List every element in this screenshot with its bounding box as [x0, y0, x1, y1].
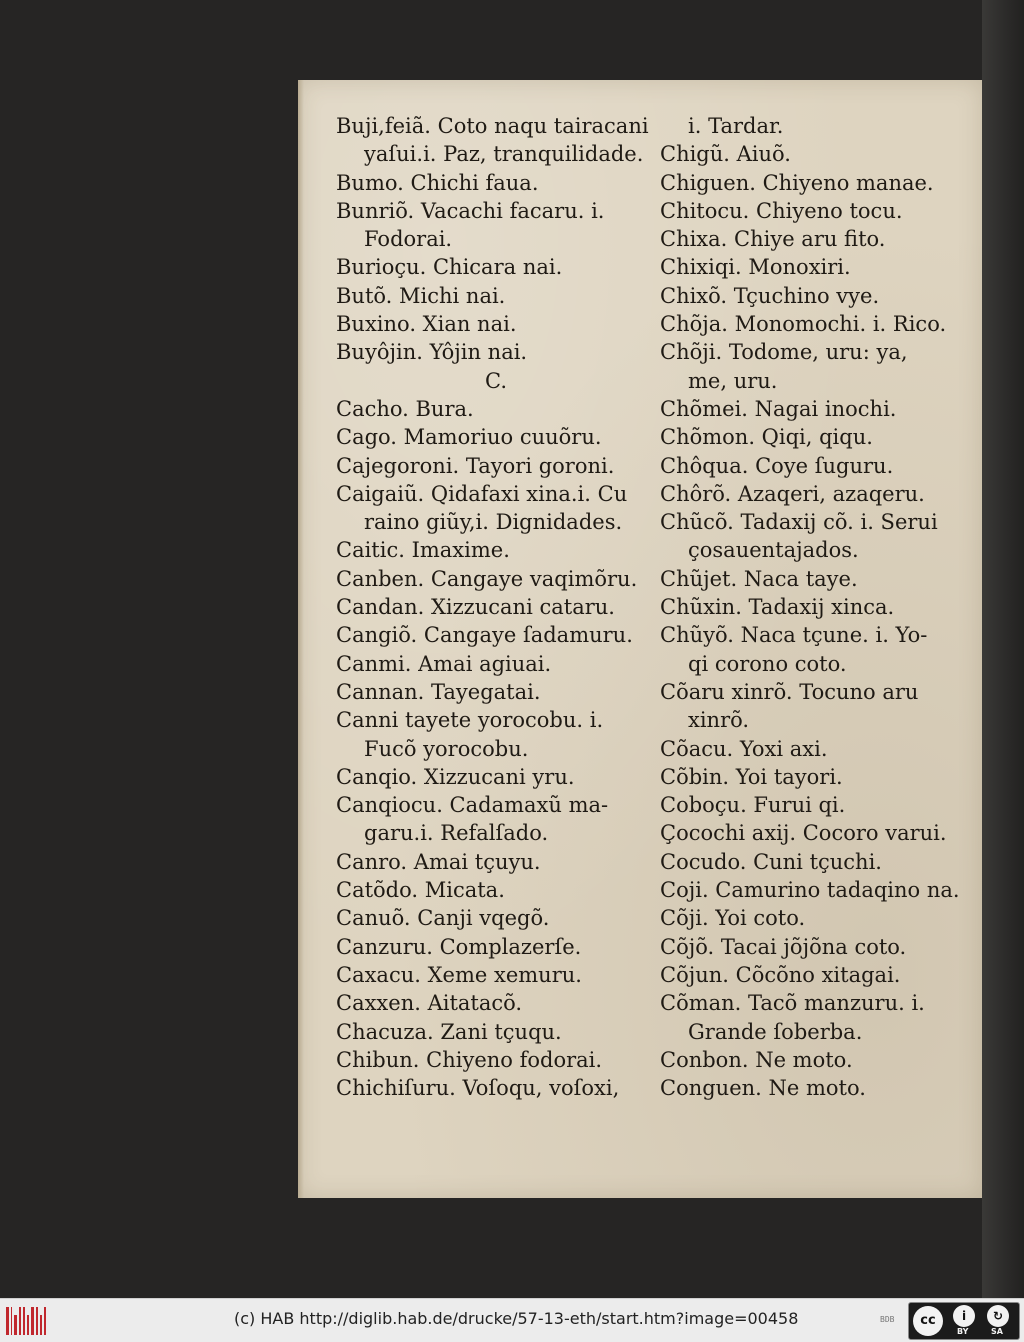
entry-line: Chixiqi. Monoxiri.: [660, 255, 851, 280]
entry-line: Caigaiũ. Qidafaxi xina.i. Cu: [336, 481, 628, 506]
entry-line: çosauentajados.: [688, 538, 859, 563]
entry-line: Canro. Amai tçuyu.: [336, 849, 541, 874]
entry-line: garu.i. Refalſado.: [364, 821, 549, 846]
entry-line: raino giũy,i. Dignidades.: [364, 510, 623, 535]
entry-line: Chũcõ. Tadaxij cõ. i. Serui: [660, 510, 938, 535]
entry-line: Chõmei. Nagai inochi.: [660, 396, 897, 421]
entry-line: Bumo. Chichi faua.: [336, 170, 539, 195]
entry-line: Chacuza. Zani tçuqu.: [336, 1019, 562, 1044]
entry-line: Caxxen. Aitatacõ.: [336, 991, 523, 1016]
entry-line: Chitocu. Chiyeno tocu.: [660, 198, 903, 223]
entry-line: Chixa. Chiye aru fito.: [660, 227, 886, 252]
entry-line: Chõji. Todome, uru: ya,: [660, 340, 908, 365]
entry-line: Chiguen. Chiyeno manae.: [660, 170, 934, 195]
entry-line: Coji. Camurino tadaqino na.: [660, 878, 960, 903]
entry-line: Chõja. Monomochi. i. Rico.: [660, 312, 947, 337]
entry-line: Catõdo. Micata.: [336, 878, 505, 903]
entry-line: Coboçu. Furui qi.: [660, 793, 846, 818]
scan-margin-right: [982, 0, 1024, 1298]
entry-line: yaſui.i. Paz, tranquilidade.: [364, 142, 644, 167]
entry-line: Buyôjin. Yôjin nai.: [336, 340, 528, 365]
entry-line: Candan. Xizzucani cataru.: [336, 595, 615, 620]
entry-line: Conbon. Ne moto.: [660, 1047, 853, 1072]
entry-line: Buji,feiã. Coto naqu tairacani: [336, 114, 649, 138]
cc-icon: cc: [913, 1306, 943, 1336]
entry-line: Canmi. Amai agiuai.: [336, 651, 552, 676]
entry-line: Canzuru. Complazerſe.: [336, 934, 582, 959]
entry-line: Cõjun. Cõcõno xitagai.: [660, 962, 901, 987]
entry-line: Chixõ. Tçuchino vye.: [660, 283, 880, 308]
entry-line: Chôqua. Coye ſuguru.: [660, 453, 894, 478]
entry-line: Çocochi axij. Cocoro varui.: [660, 821, 947, 846]
entry-line: Conguen. Ne moto.: [660, 1076, 866, 1101]
entry-line: Fucõ yorocobu.: [364, 736, 529, 761]
entry-line: Chôrõ. Azaqeri, azaqeru.: [660, 481, 925, 506]
entry-line: Chõmon. Qiqi, qiqu.: [660, 425, 873, 450]
entry-line: Canqiocu. Cadamaxũ ma-: [336, 793, 609, 818]
entry-line: Chigũ. Aiuõ.: [660, 142, 791, 167]
entry-line: Cacho. Bura.: [336, 396, 474, 421]
page-binding-edge: [298, 80, 304, 1198]
entry-line: xinrõ.: [688, 708, 750, 733]
entry-line: Bunriõ. Vacachi facaru. i.: [336, 198, 605, 223]
entry-line: Cocudo. Cuni tçuchi.: [660, 849, 882, 874]
entry-line: Canqio. Xizzucani yru.: [336, 764, 575, 789]
entry-line: i. Tardar.: [688, 114, 784, 138]
entry-line: Chũyõ. Naca tçune. i. Yo-: [660, 623, 928, 648]
entry-line: Cajegoroni. Tayori goroni.: [336, 453, 615, 478]
entry-line: Buxino. Xian nai.: [336, 312, 517, 337]
entry-line: Burioçu. Chicara nai.: [336, 255, 563, 280]
right-column: [660, 112, 978, 1102]
entry-line: Cõbin. Yoi tayori.: [660, 764, 843, 789]
entry-line: Fodorai.: [364, 227, 453, 252]
entry-line: Chũxin. Tadaxij xinca.: [660, 595, 895, 620]
entry-line: Cannan. Tayegatai.: [336, 679, 541, 704]
small-mark: BDB: [880, 1315, 895, 1324]
license-by-label: BY: [957, 1327, 969, 1336]
entry-line: Cõaru xinrõ. Tocuno aru: [660, 679, 919, 704]
entry-line: Cõji. Yoi coto.: [660, 906, 806, 931]
entry-line: Canben. Cangaye vaqimõru.: [336, 566, 638, 591]
entry-line: Caitic. Imaxime.: [336, 538, 510, 563]
entry-line: Grande ſoberba.: [688, 1019, 863, 1044]
entry-line: Chibun. Chiyeno fodorai.: [336, 1047, 603, 1072]
entry-line: qi corono coto.: [688, 651, 847, 676]
entry-line: Chũjet. Naca taye.: [660, 566, 858, 591]
entry-line: Canni tayete yorocobu. i.: [336, 708, 604, 733]
viewer-footer: [0, 1298, 1024, 1342]
license-sa-label: SA: [991, 1327, 1003, 1336]
entry-line: Cõjõ. Tacai jõjõna coto.: [660, 934, 907, 959]
cc-license-badge[interactable]: [908, 1302, 1020, 1340]
share-alike-icon: ↻: [987, 1305, 1009, 1327]
entry-line: Caxacu. Xeme xemuru.: [336, 962, 582, 987]
entry-line: Canuõ. Canji vqegõ.: [336, 906, 550, 931]
entry-line: me, uru.: [688, 368, 778, 393]
entry-line: Cago. Mamoriuo cuuõru.: [336, 425, 602, 450]
entry-line: Cõacu. Yoxi axi.: [660, 736, 828, 761]
left-column: [336, 112, 656, 1102]
attribution-icon: i: [953, 1305, 975, 1327]
entry-line: Cangiõ. Cangaye ſadamuru.: [336, 623, 633, 648]
entry-line: Cõman. Tacõ manzuru. i.: [660, 991, 925, 1016]
entry-line: Chichiſuru. Voſoqu, voſoxi,: [336, 1076, 620, 1101]
entry-line: Butõ. Michi nai.: [336, 283, 506, 308]
section-letter: C.: [485, 368, 507, 393]
copyright-credit: (c) HAB http://diglib.hab.de/drucke/57-13-eth/start.htm?image=00458: [234, 1309, 799, 1328]
hab-logo-icon[interactable]: [6, 1307, 46, 1335]
